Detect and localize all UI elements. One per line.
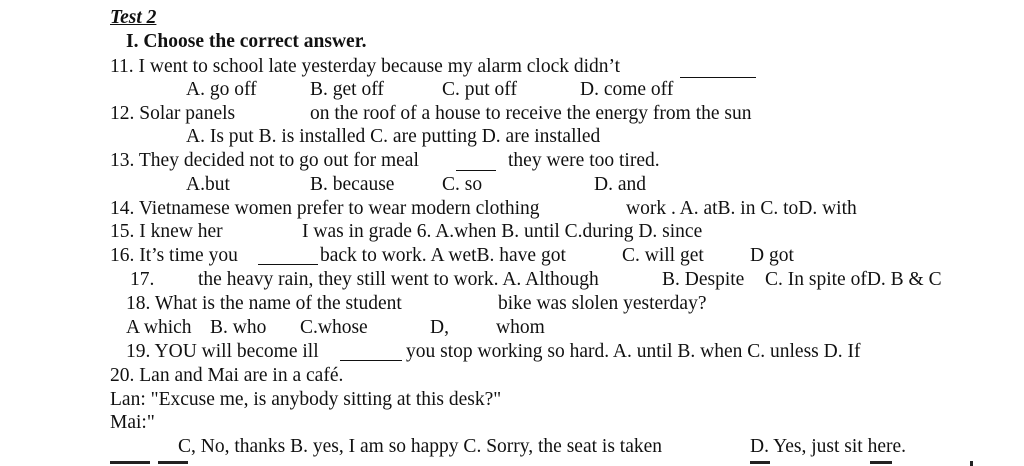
question-12-number: 12. Solar panels — [110, 103, 236, 124]
q20-lan-line: Lan: "Excuse me, is anybody sitting at this desk?" — [110, 389, 502, 410]
q18-option-d: D, — [430, 317, 449, 338]
cut-top-line — [110, 0, 1010, 3]
q13-option-b: B. because — [310, 174, 395, 195]
q20-mai-line: Mai:" — [110, 412, 155, 433]
question-13-end: they were too tired. — [508, 150, 660, 171]
q16-option-c: C. will get — [622, 245, 704, 266]
q13-option-c: C. so — [442, 174, 483, 195]
question-15-end: I was in grade 6. A.when B. until C.during D. since — [302, 221, 703, 242]
question-19-start: 19. YOU will become ill — [126, 341, 319, 362]
test-title: Test 2 — [110, 7, 157, 28]
q11-option-d: D. come off — [580, 79, 674, 100]
answer-blank-11 — [680, 77, 756, 78]
question-16-start: 16. It’s time you — [110, 245, 238, 266]
section-title: I. Choose the correct answer. — [126, 31, 367, 52]
q11-option-c: C. put off — [442, 79, 517, 100]
question-18-end: bike was slolen yesterday? — [498, 293, 707, 314]
q17-option-b: B. Despite — [662, 269, 745, 290]
q18-option-b: B. who — [210, 317, 267, 338]
cut-bottom-line — [110, 461, 1000, 466]
q12-options: A. Is put B. is installed C. are putting D. are installed — [186, 126, 601, 147]
q13-option-d: D. and — [594, 174, 646, 195]
answer-blank-13 — [456, 170, 496, 171]
question-14-end: work . A. atB. in C. toD. with — [626, 198, 857, 219]
q17-option-cd: C. In spite ofD. B & C — [765, 269, 942, 290]
q18-option-d-word: whom — [496, 317, 545, 338]
question-19-end: you stop working so hard. A. until B. when C. unless D. If — [406, 341, 861, 362]
q20-options: C, No, thanks B. yes, I am so happy C. Sorry, the seat is taken — [178, 436, 663, 457]
question-17-text: the heavy rain, they still went to work. A. Although — [198, 269, 599, 290]
question-16-back: back to work. A wetB. have got — [320, 245, 566, 266]
question-14-start: 14. Vietnamese women prefer to wear modern clothing — [110, 198, 540, 219]
question-17-number: 17. — [130, 269, 155, 290]
q11-option-b: B. get off — [310, 79, 384, 100]
q18-option-a: A which — [126, 317, 192, 338]
answer-blank-16 — [258, 264, 318, 265]
question-12-text: on the roof of a house to receive the energy from the sun — [310, 103, 752, 124]
q18-option-c: C.whose — [300, 317, 368, 338]
q11-option-a: A. go off — [186, 79, 257, 100]
question-18-start: 18. What is the name of the student — [126, 293, 402, 314]
question-11: 11. I went to school late yesterday because my alarm clock didn’t — [110, 56, 621, 77]
q13-option-a: A.but — [186, 174, 230, 195]
q20-option-d: D. Yes, just sit here. — [750, 436, 907, 457]
question-13-start: 13. They decided not to go out for meal — [110, 150, 419, 171]
question-20: 20. Lan and Mai are in a café. — [110, 365, 344, 386]
answer-blank-19 — [340, 360, 402, 361]
q16-option-d: D got — [750, 245, 794, 266]
question-15-start: 15. I knew her — [110, 221, 223, 242]
